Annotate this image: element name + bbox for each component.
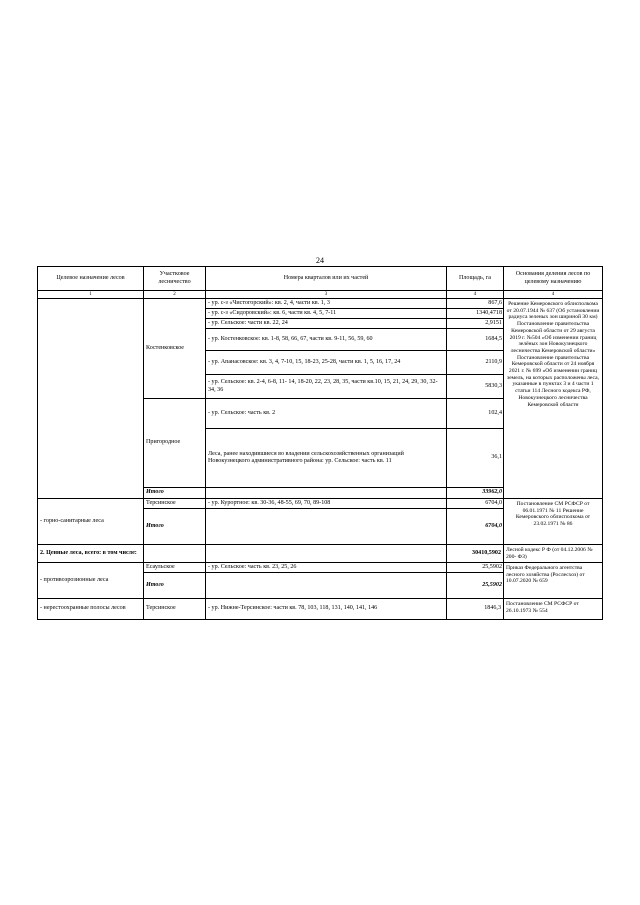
column-number-row [38, 291, 602, 299]
table-header-row [38, 267, 602, 291]
header-purpose: Целевое назначение лесов [38, 267, 144, 290]
quarters-cell: - ур. с-з «Чистогорский»: кв. 2, 4, части кв. 1, 3 [206, 299, 447, 308]
total-label: Итого [144, 509, 206, 544]
valuable-forest-row [38, 545, 602, 563]
quarters-cell: - ур. Апанасовское: кв. 3, 4, 7-10, 15, 18-23, 25-28, части кв. 1, 5, 16, 17, 24 [206, 351, 447, 374]
area-cell: 1846,3 [447, 599, 504, 619]
col-number: 4 [551, 291, 555, 297]
area-cell: 5830,3 [485, 382, 502, 389]
quarters-cell: - ур. Сельское: часть кв. 23, 25, 26 [206, 563, 447, 572]
prigorodnoe-group [144, 399, 504, 488]
quarters-cell: - ур. Сельское: части кв. 22, 24 [206, 319, 447, 328]
forestry-kostenkovskoe: Костенковское [144, 299, 206, 398]
total-empty [206, 488, 447, 498]
area-cell: 867,6 [488, 299, 502, 306]
page-number: 24 [316, 256, 324, 265]
area-cell: 25,5902 [482, 563, 502, 570]
purpose-erosion: - противоэрозионные леса [38, 563, 144, 598]
header-area: Площадь, га [447, 267, 504, 290]
quarters-cell: - ур. Костенковское: кв. 1-8, 58, 66, 67, части кв. 9-11, 56, 59, 60 [206, 329, 447, 350]
area-cell: 102,4 [488, 409, 502, 416]
empty-cell [206, 545, 447, 562]
total-area: 25,5902 [482, 581, 502, 588]
area-cell: 1684,5 [485, 335, 502, 342]
quarters-cell: - ур. с-з «Сидоровский»: кв. 6, части кв. 4, 5, 7-11 [206, 309, 447, 318]
quarters-cell: - ур. Курортное: кв. 30-36, 48-55, 69, 70, 89-108 [206, 499, 447, 508]
erosion-section [38, 563, 602, 599]
basis-green-zone: Решение Кемеровского облисполкома от 20.07.1944 № 637 (Об установлении радиуса зеленых зон шириной 30 км) Постановление правительства Кемеровской области от 29 августа 2019 г. №504 «Об изменении границ зелёных зон Новокузнецкого лесничества Кемеровской области» Постановление правительства Кемеровской области от 24 ноября 2021 г. № 699 «Об изменении границ земель, на которых расположены леса, указанные в пунктах 3 и 4 части 1 статьи 114 Лесного кодекса РФ, Новокузнецкого лесничества Кемеровской области [506, 301, 600, 408]
basis-gorno: Постановление СМ РСФСР от 06.01.1971 № 11 Решение Кемеровского облисполкома от 23.02.1971 № 86 [515, 501, 591, 528]
forestry-tersinskoe: Терсинское [144, 599, 206, 619]
empty-cell [144, 545, 206, 562]
forestry-esaulskoe: Есаульское [144, 563, 206, 572]
col-number: 3 [206, 291, 447, 298]
purpose-gorno: - горно-санитарные леса [38, 499, 144, 544]
total-label: Итого [144, 573, 206, 598]
total-area: 6704,0 [485, 522, 502, 529]
quarters-cell: - ур. Сельское: кв. 2-4, 6-8, 11- 14, 18-20, 22, 23, 28, 35, части кв.10, 15, 21, 24, 29, 30, 32-34, 36 [206, 375, 447, 398]
basis-valuable: Лесной кодекс Р Ф (от 04.12.2006 № 200- ФЗ) [506, 547, 593, 560]
green-zone-section [38, 299, 602, 499]
forestry-prigorodnoe: Пригородное [144, 399, 206, 487]
forest-purpose-table [37, 266, 603, 620]
purpose-spawning: - нерестоохранные полосы лесов [38, 599, 144, 619]
valuable-forest-label: 2. Ценные леса, всего: в том числе: [38, 545, 144, 562]
col-number: 4 [447, 291, 504, 298]
total-area: 33962,0 [482, 489, 502, 496]
valuable-forest-area: 30410,5902 [447, 545, 504, 562]
total-label: Итого [144, 488, 206, 498]
forestry-tersinskoe: Терсинское [144, 499, 206, 508]
quarters-cell: Леса, ранее находившиеся во владении сельскохозяйственных организаций Новокузнецкого административного района: ур. Сельское: часть кв. 11 [206, 429, 447, 487]
header-quarters: Номера кварталов или их частей [206, 267, 447, 290]
area-cell: 2110,9 [485, 358, 502, 365]
spawning-section [38, 599, 602, 619]
header-basis: Основания деления лесов по целевому назначению [515, 271, 591, 285]
area-cell: 2,9151 [485, 319, 502, 326]
col-number: 2 [144, 291, 206, 298]
area-cell: 6704,0 [485, 499, 502, 506]
header-forestry: Участковое лесничество [144, 267, 206, 290]
col-number: 1 [38, 291, 144, 298]
area-cell: 36,1 [491, 454, 502, 461]
basis-spawning: Постановление СМ РСФСР от 26.10.1973 № 554 [506, 601, 579, 614]
basis-erosion: Приказ Федерального агентства лесного хозяйства (Рослесхоз) от 10.07.2020 № 659 [506, 565, 585, 585]
gorno-section [38, 499, 602, 545]
green-zone-total-row [144, 488, 504, 498]
quarters-cell: - ур. Сельское: часть кв. 2 [206, 399, 447, 428]
area-cell: 1340,4718 [476, 309, 502, 316]
quarters-cell: - ур. Нижне-Терсинское: части кв. 78, 103, 118, 131, 140, 141, 146 [206, 599, 447, 619]
purpose-cell-empty [38, 299, 144, 498]
total-empty [206, 509, 447, 544]
kostenkovskoe-group [144, 299, 504, 399]
total-empty [206, 573, 447, 598]
